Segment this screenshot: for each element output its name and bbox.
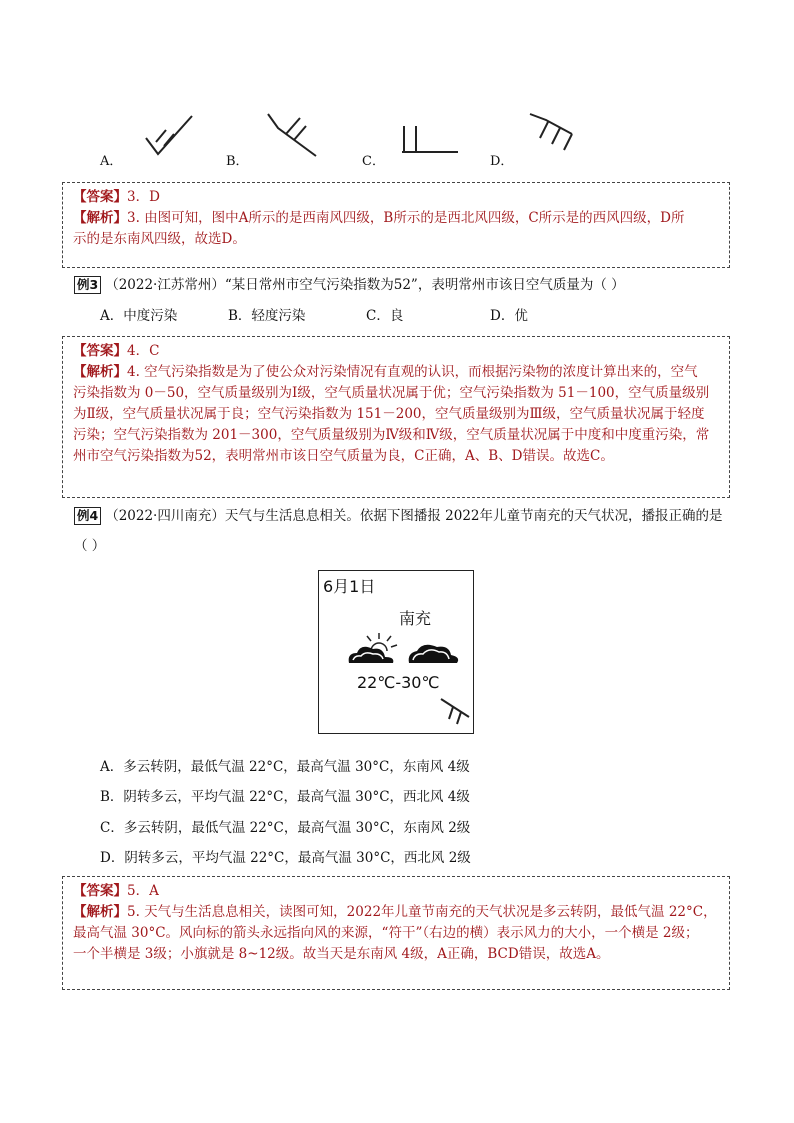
wind-symbol-b-icon xyxy=(266,110,326,158)
answer-4-analysis xyxy=(73,362,719,383)
analysis-4-line1: 4. 空气污染指数是为了使公众对污染情况有直观的认识，而根据污染物的浓度计算出来的，空气 xyxy=(127,363,698,380)
answer-4-line xyxy=(73,341,719,362)
answer-4-tag: 【答案】 xyxy=(73,343,127,359)
example-3-choices xyxy=(100,306,700,327)
partly-cloudy-to-cloudy-icon xyxy=(343,629,463,669)
answer-4-box xyxy=(62,336,730,498)
example-3 xyxy=(74,275,734,296)
choice-a[interactable]: A．中度污染 xyxy=(100,308,178,324)
example-4 xyxy=(74,506,734,527)
analysis-5-line1: 5. 天气与生活息息相关，读图可知，2022年儿童节南充的天气状况是多云转阴，最低气温 22°C， xyxy=(127,903,717,920)
answer-3-line xyxy=(73,187,719,208)
wind-symbol-d-icon xyxy=(526,110,586,158)
answer-5-analysis xyxy=(73,902,719,923)
analysis-4-line5: 州市空气污染指数为52，表明常州市该日空气质量为良，C正确，A、B、D错误。故选C。 xyxy=(73,447,614,464)
example-4-text-line1: （2022·四川南充）天气与生活息息相关。依据下图播报 2022年儿童节南充的天气状况，播报正确的是 xyxy=(105,508,723,524)
analysis-5-line2: 最高气温 30°C。风向标的箭头永远指向风的来源，“符干”（右边的横）表示风力的大小，一个横是 2级； xyxy=(73,924,699,941)
analysis-4-line4: 污染；空气污染指数为 201－300，空气质量级别为Ⅳ级和Ⅳ级，空气质量状况属于中度和中度重污染，常 xyxy=(73,426,710,443)
example-4-choice-d[interactable]: D．阴转多云，平均气温 22°C，最高气温 30°C，西北风 2级 xyxy=(100,850,471,866)
analysis-4-line2: 污染指数为 0－50，空气质量级别为Ⅰ级，空气质量状况属于优；空气污染指数为 51－100，空气质量级别 xyxy=(73,384,710,401)
wind-symbol-a-icon xyxy=(140,110,200,158)
answer-5-line xyxy=(73,881,719,902)
weather-date: 6月1日 xyxy=(323,577,376,596)
choice-d[interactable]: D．优 xyxy=(490,308,528,324)
answer-3-tag: 【答案】 xyxy=(73,189,127,205)
example-4-line2: （ ） xyxy=(74,538,106,554)
analysis-4-line3: 为Ⅱ级，空气质量状况属于良；空气污染指数为 151－200，空气质量级别为Ⅲ级，空气质量状况属于轻度 xyxy=(73,405,705,422)
answer-5-box xyxy=(62,876,730,990)
answer-3-analysis xyxy=(73,208,719,229)
analysis-3-tag: 【解析】 xyxy=(73,209,127,226)
example-3-text: （2022·江苏常州）“某日常州市空气污染指数为52”，表明常州市该日空气质量为（ ） xyxy=(105,277,625,293)
choice-c[interactable]: C．良 xyxy=(366,308,404,324)
answer-5-tag: 【答案】 xyxy=(73,883,127,899)
example-4-choice-b[interactable]: B．阴转多云，平均气温 22°C，最高气温 30°C，西北风 4级 xyxy=(100,789,470,805)
wind-options-row xyxy=(100,110,720,170)
weather-city: 南充 xyxy=(399,609,432,628)
option-a-label[interactable]: A． xyxy=(100,154,123,169)
example-4-choice-a[interactable]: A．多云转阴，最低气温 22°C，最高气温 30°C，东南风 4级 xyxy=(100,759,470,775)
weather-card xyxy=(318,570,474,734)
option-c-label[interactable]: C． xyxy=(362,154,385,169)
answer-4-value: 4．C xyxy=(127,343,160,359)
example-3-tag: 例3 xyxy=(74,276,101,294)
analysis-4-tag: 【解析】 xyxy=(73,363,127,380)
example-4-tag: 例4 xyxy=(74,507,101,525)
option-d-label[interactable]: D． xyxy=(490,154,514,169)
analysis-3-line1: 3. 由图可知，图中A所示的是西南风四级，B所示的是西北风四级，C所示是的西风四级，D所 xyxy=(127,209,685,226)
wind-vane-southeast-icon xyxy=(439,697,475,727)
analysis-5-line3: 一个半横是 3级；小旗就是 8~12级。故当天是东南风 4级，A正确，BCD错误，故选A。 xyxy=(73,945,610,962)
example-4-choice-c[interactable]: C．多云转阴，最低气温 22°C，最高气温 30°C，东南风 2级 xyxy=(100,820,471,836)
option-b-label[interactable]: B． xyxy=(226,154,249,169)
answer-5-value: 5．A xyxy=(127,883,159,899)
answer-3-box xyxy=(62,182,730,268)
analysis-3-line2: 示的是东南风四级，故选D。 xyxy=(73,230,246,247)
wind-symbol-c-icon xyxy=(400,110,460,158)
weather-temp: 22℃-30℃ xyxy=(357,673,440,692)
analysis-5-tag: 【解析】 xyxy=(73,903,127,920)
answer-3-value: 3．D xyxy=(127,189,160,205)
choice-b[interactable]: B．轻度污染 xyxy=(228,308,306,324)
